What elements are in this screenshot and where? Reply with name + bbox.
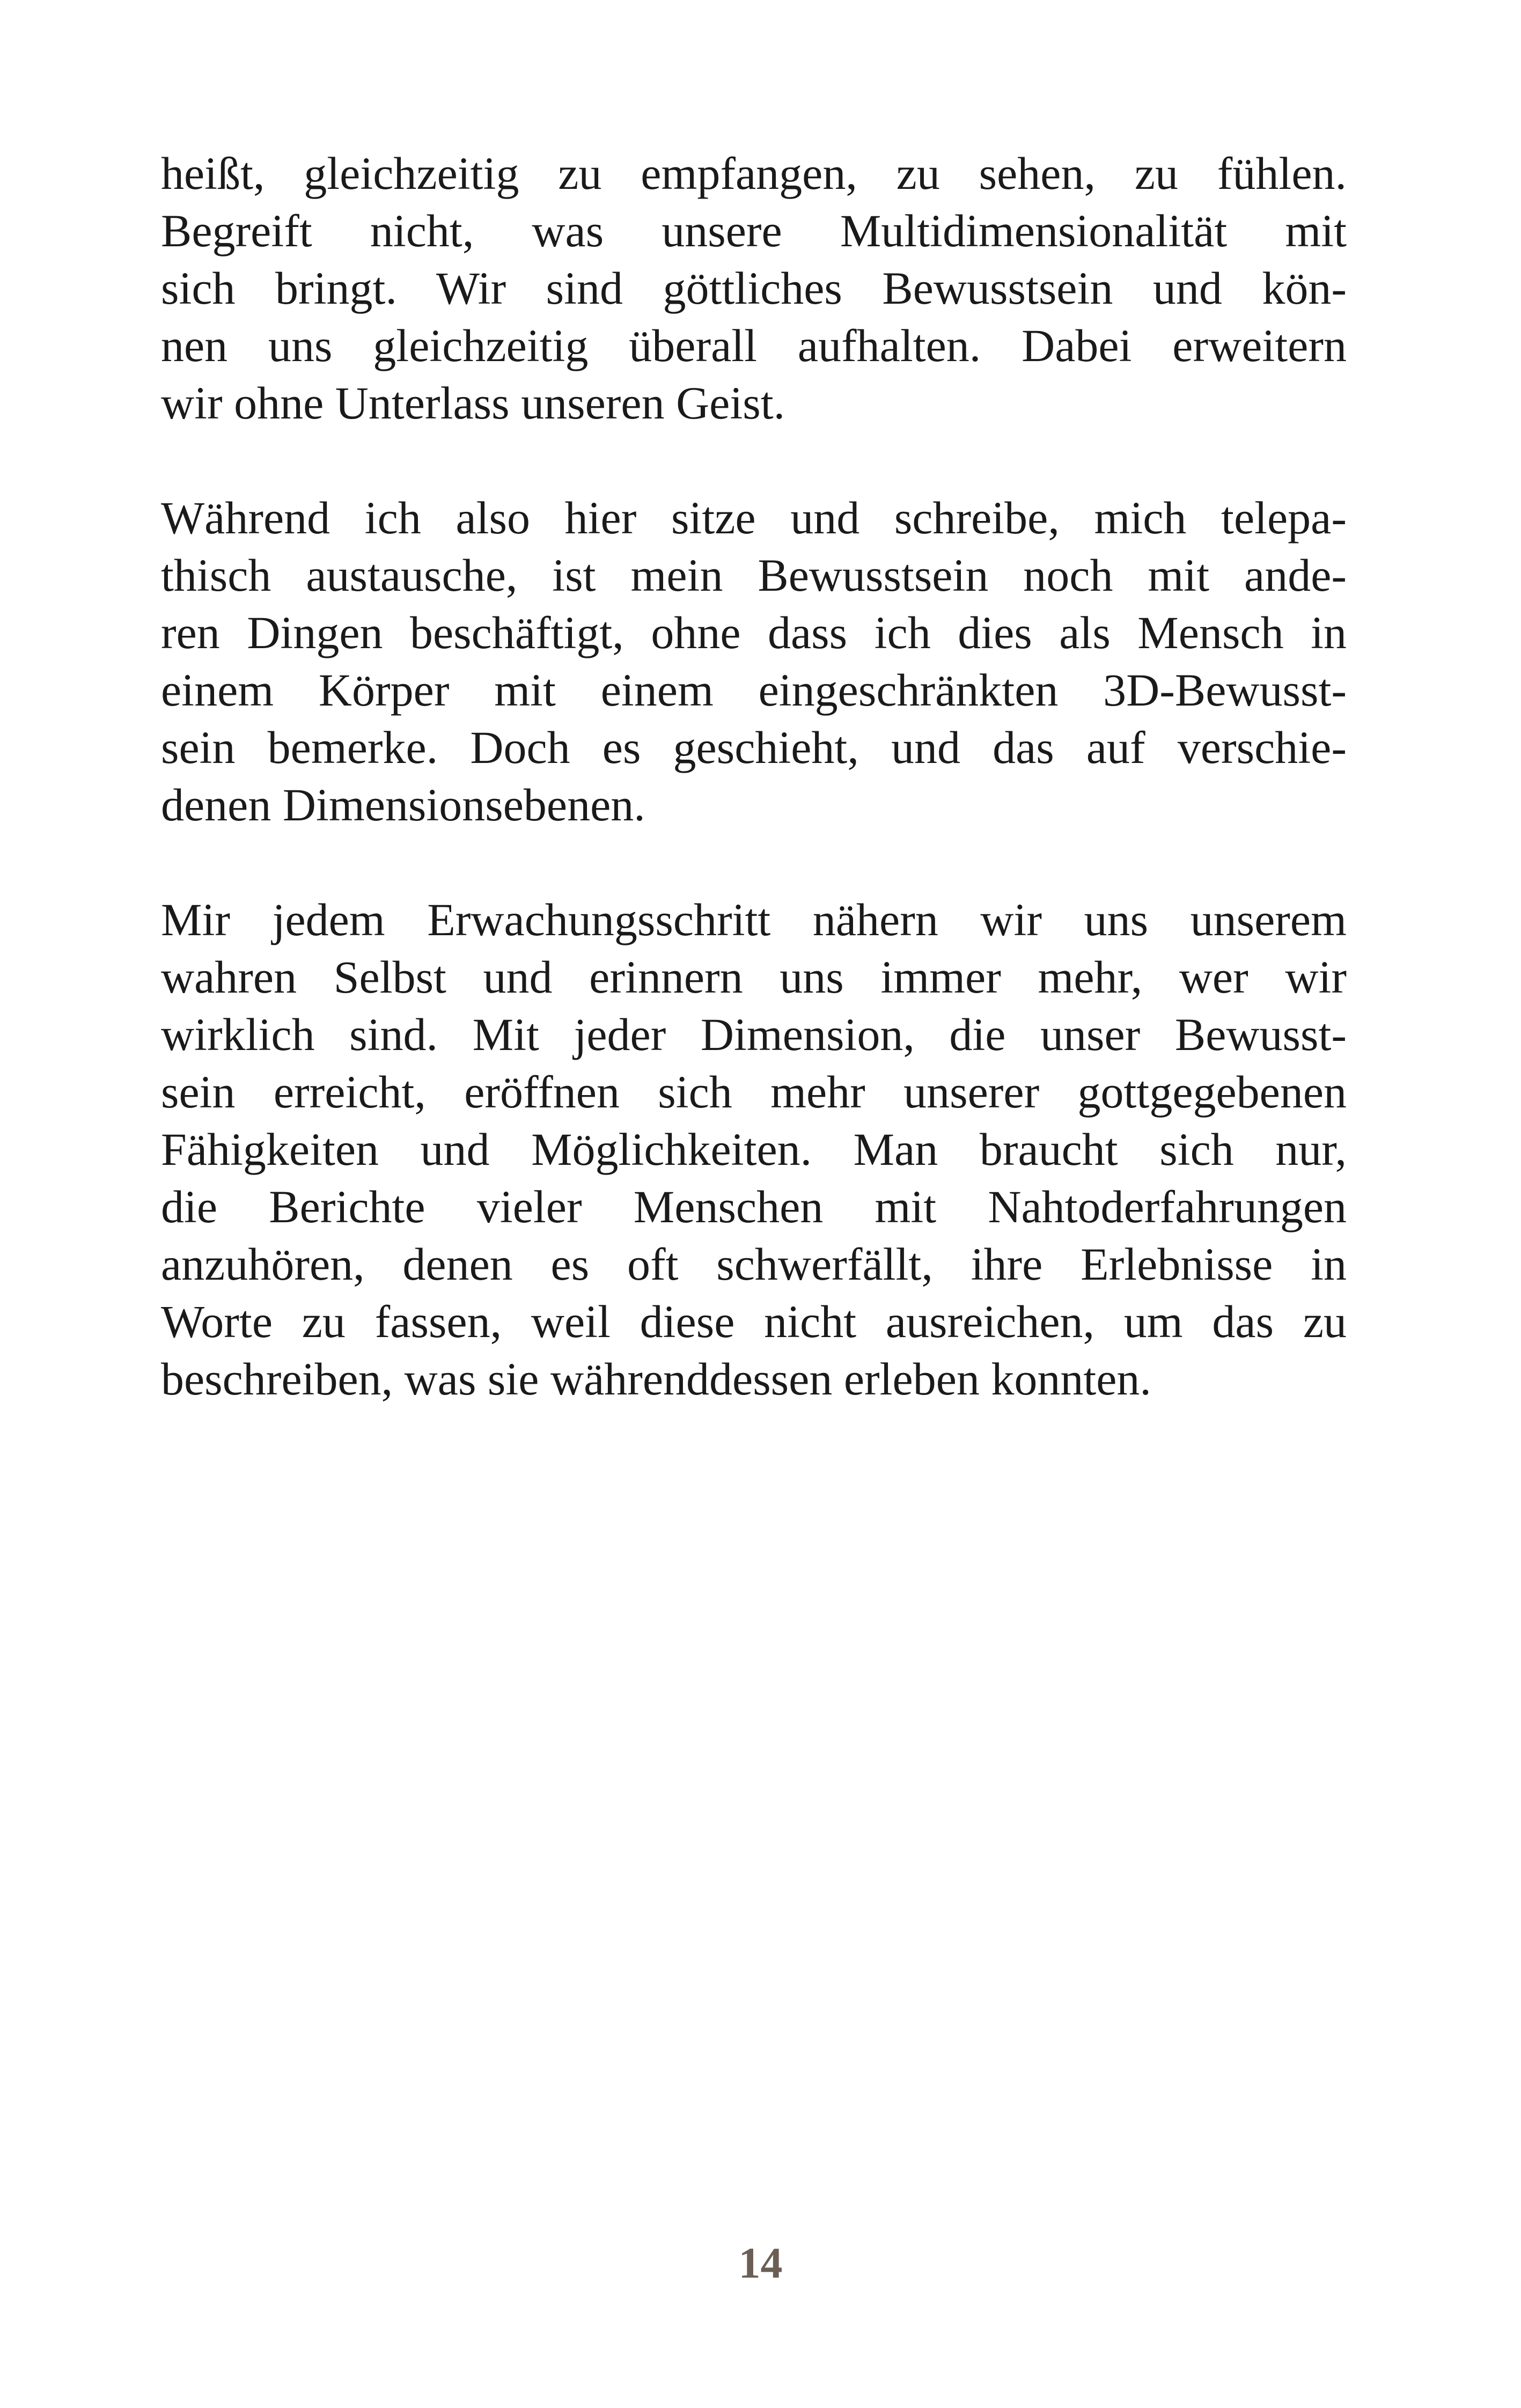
- text-line: wir ohne Unterlass unseren Geist.: [161, 377, 785, 429]
- text-line: thisch austausche, ist mein Bewusstsein noch mit ande-: [161, 549, 1347, 601]
- text-line: ren Dingen beschäftigt, ohne dass ich dies als Mensch in: [161, 607, 1347, 658]
- text-line: Begreift nicht, was unsere Multidimensionalität mit: [161, 205, 1347, 256]
- text-line: sein erreicht, eröffnen sich mehr unserer gottgegebenen: [161, 1066, 1347, 1118]
- text-line: denen Dimensionsebenen.: [161, 779, 645, 831]
- body-text: [161, 145, 1347, 1408]
- paragraph-2: [161, 489, 1347, 834]
- text-line: anzuhören, denen es oft schwerfällt, ihre Erlebnisse in: [161, 1238, 1347, 1290]
- text-line: Mir jedem Erwachungsschritt nähern wir uns unserem: [161, 894, 1347, 945]
- text-line: sich bringt. Wir sind göttliches Bewusstsein und kön-: [161, 262, 1347, 314]
- text-line: nen uns gleichzeitig überall aufhalten. Dabei erweitern: [161, 320, 1347, 371]
- paragraph-1: [161, 145, 1347, 432]
- text-line: wirklich sind. Mit jeder Dimension, die unser Bewusst-: [161, 1009, 1347, 1060]
- text-line: die Berichte vieler Menschen mit Nahtoderfahrungen: [161, 1181, 1347, 1232]
- text-line: Fähigkeiten und Möglichkeiten. Man braucht sich nur,: [161, 1124, 1347, 1175]
- text-line: sein bemerke. Doch es geschieht, und das auf verschie-: [161, 722, 1347, 773]
- page-number: 14: [738, 2238, 783, 2287]
- text-line: beschreiben, was sie währenddessen erleben konnten.: [161, 1353, 1151, 1405]
- text-line: einem Körper mit einem eingeschränkten 3D-Bewusst-: [161, 664, 1347, 716]
- paragraph-3: [161, 891, 1347, 1408]
- text-line: Während ich also hier sitze und schreibe, mich telepa-: [161, 492, 1347, 544]
- text-line: heißt, gleichzeitig zu empfangen, zu sehen, zu fühlen.: [161, 148, 1347, 199]
- text-line: wahren Selbst und erinnern uns immer mehr, wer wir: [161, 951, 1347, 1003]
- text-line: Worte zu fassen, weil diese nicht ausreichen, um das zu: [161, 1296, 1347, 1347]
